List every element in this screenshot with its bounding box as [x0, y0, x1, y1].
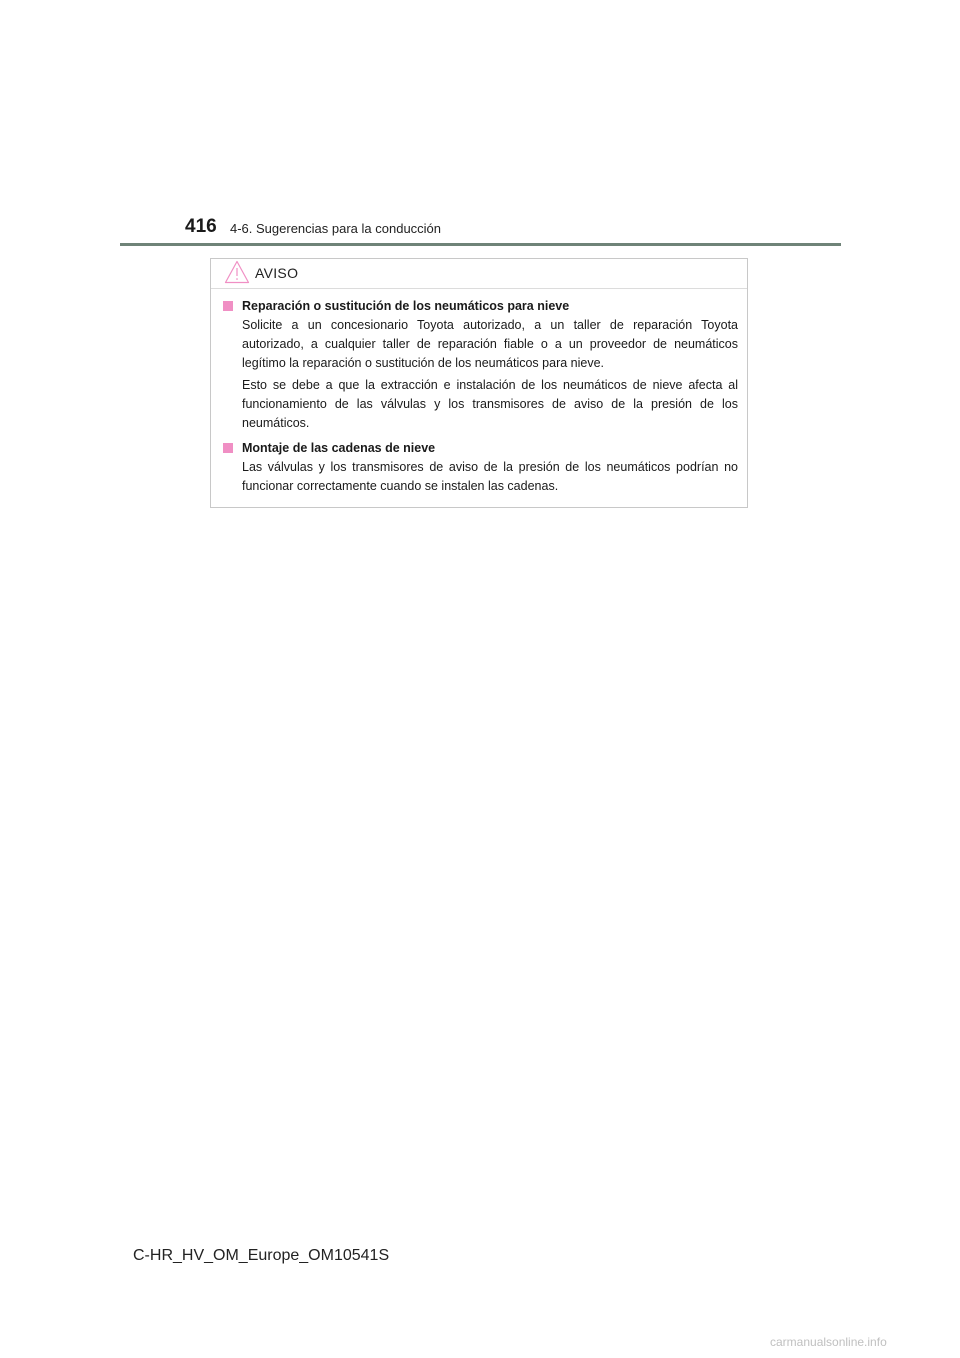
warning-label: AVISO [255, 265, 299, 281]
page-number: 416 [185, 216, 217, 237]
warning-box [210, 258, 748, 508]
item-heading-text: Montaje de las cadenas de nieve [242, 441, 436, 455]
item-paragraph: Solicite a un concesionario Toyota autorizado, a un taller de reparación Toyota autorizado, a cualquier taller de reparación fiable o a un proveedor de neumáticos legítimo la reparación o sustitución de los neumáticos para nieve. [242, 318, 738, 370]
item-heading [223, 439, 747, 458]
warning-header [211, 259, 747, 289]
item-paragraph: Las válvulas y los transmisores de aviso de la presión de los neumáticos podrían no funcionar correctamente cuando se instalen las cadenas. [242, 460, 738, 493]
warning-item [211, 439, 747, 496]
warning-triangle-icon [224, 260, 250, 284]
warning-content [211, 297, 747, 502]
item-heading-text: Reparación o sustitución de los neumáticos para nieve [242, 299, 570, 313]
bullet-square-icon [223, 443, 233, 453]
item-paragraph: Esto se debe a que la extracción e instalación de los neumáticos de nieve afecta al funcionamiento de las válvulas y los transmisores de aviso de la presión de los neumáticos. [242, 378, 738, 430]
document-code: C-HR_HV_OM_Europe_OM10541S [133, 1247, 390, 1264]
warning-item [211, 297, 747, 433]
header-divider [120, 243, 841, 246]
bullet-square-icon [223, 301, 233, 311]
section-title: 4-6. Sugerencias para la conducción [230, 221, 442, 236]
item-heading [223, 297, 747, 316]
watermark[interactable]: carmanualsonline.info [770, 1335, 887, 1349]
